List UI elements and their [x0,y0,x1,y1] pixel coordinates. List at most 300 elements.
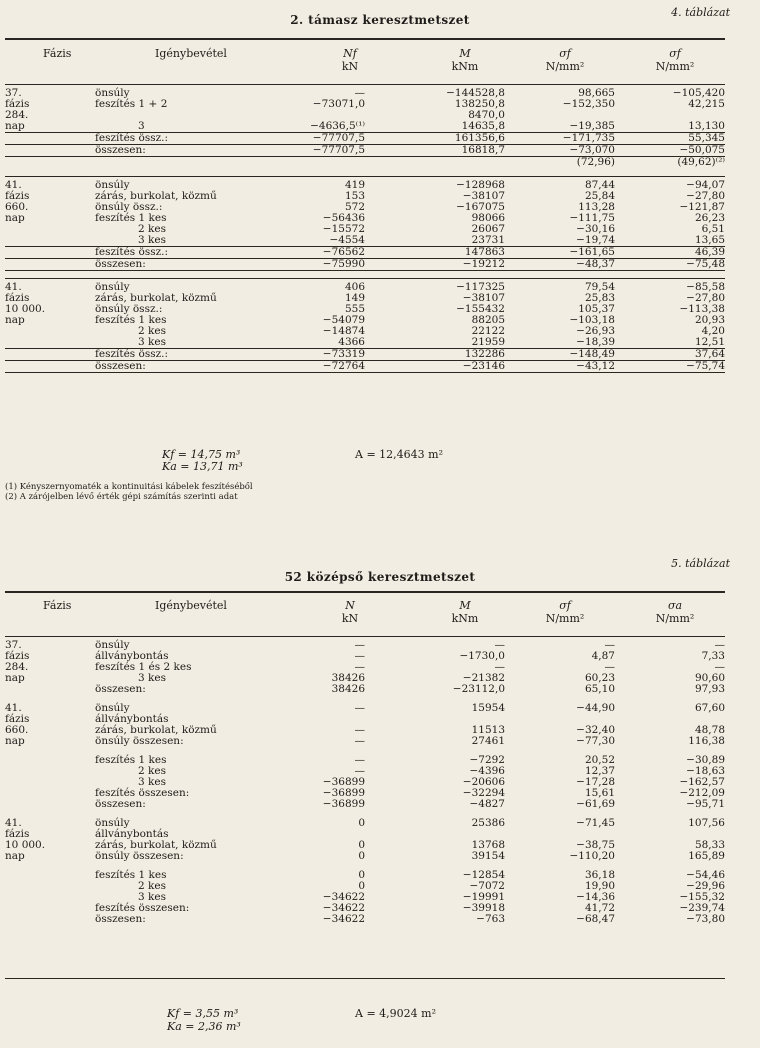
sf-cell: −30,16 [576,222,615,235]
load-cell: önsúly össz.: [95,302,163,315]
load-cell: összesen: [95,359,146,372]
m-cell: 21959 [471,335,505,348]
sa-cell: −18,63 [686,765,725,777]
n-cell: −73071,0 [312,98,365,110]
phase-cell: 10 000. [5,302,46,315]
header-sf-unit: N/mm² [545,612,585,625]
phase-cell: fázis [5,291,30,304]
m-cell: 39154 [471,850,505,862]
sa-cell: 4,20 [701,324,725,337]
n-cell: 0 [358,880,365,892]
table-row [5,99,725,110]
m-cell: 138250,8 [454,98,505,110]
load-cell: 2 kes [138,880,166,892]
phase-cell: 41. [5,702,22,714]
sa-cell: 42,215 [688,98,725,110]
table2-body [5,640,725,925]
sa-cell: −239,74 [679,902,725,914]
load-cell: feszítés 1 kes [95,754,167,766]
sa-cell: −50,075 [679,144,725,156]
sa-cell: — [714,639,725,651]
sf-cell: 15,61 [584,787,615,799]
phase-cell [5,133,80,145]
m-cell: 26067 [471,222,505,235]
load-cell: állványbontás [95,650,169,662]
load-cell: összesen: [95,798,146,810]
n-cell: — [354,702,365,714]
n-cell: — [354,724,365,736]
phase-cell [5,914,80,925]
header-m: M [459,599,471,612]
phase-cell: 37. [5,87,22,99]
phase-cell [5,903,80,914]
m-cell: 25386 [471,817,505,829]
header-phase: Fázis [43,47,72,60]
sa-cell: 13,130 [688,120,725,132]
sa-cell: −85,58 [686,280,725,293]
sf-cell: — [604,661,615,673]
n-cell: 0 [358,869,365,881]
sa-cell: 165,89 [688,850,725,862]
n-cell: −36899 [322,787,365,799]
n-cell: — [354,87,365,99]
table1-kf: Kf = 14,75 m³ [162,448,241,461]
sa-cell: 46,39 [694,245,725,258]
table1-header-rule [5,84,725,85]
table-row [5,851,725,862]
header-n: Nf [343,47,357,60]
m-cell: −38107 [462,291,505,304]
n-cell: −36899 [322,776,365,788]
load-cell: önsúly [95,702,130,714]
table-row [5,736,725,747]
sa-cell: −113,38 [679,302,725,315]
table-row [5,202,725,213]
sf-cell: −71,45 [576,817,615,829]
n-cell: 4366 [338,335,365,348]
n-cell: — [354,661,365,673]
table-row [5,110,725,121]
header-load: Igénybevétel [155,47,227,60]
sa-cell: −30,89 [686,754,725,766]
m-cell: 98066 [471,211,505,224]
table1-area: A = 12,4643 m² [355,448,443,461]
n-cell: −75990 [322,257,365,270]
phase-cell [5,337,80,349]
load-cell: 3 kes [138,233,166,246]
header-sf: σf [559,599,571,612]
header-sa-unit: N/mm² [655,60,695,73]
phase-cell: nap [5,120,25,132]
sf-cell: −26,93 [576,324,615,337]
n-cell [280,714,365,725]
sf-cell: −61,69 [576,798,615,810]
phase-cell [5,788,80,799]
sf-cell: −19,385 [569,120,615,132]
m-cell: −763 [476,913,505,925]
sf-cell: −77,30 [576,735,615,747]
sf-cell: −18,39 [576,335,615,348]
table-row [5,246,725,258]
m-cell: −23112,0 [452,683,505,695]
header-m-unit: kNm [451,612,479,625]
table-row [5,157,725,169]
phase-cell [5,870,80,881]
m-cell: 22122 [471,324,505,337]
phase-cell [5,246,80,258]
table-row [5,121,725,133]
n-cell [280,829,365,840]
table2-kf: Kf = 3,55 m³ [167,1007,239,1020]
table2-area: A = 4,9024 m² [355,1007,436,1020]
table1-note-2: (2) A zárójelben lévő érték gépi számítás szerinti adat [5,492,238,502]
sf-cell: 65,10 [584,683,615,695]
load-cell: feszítés össz.: [95,245,169,258]
load-cell [80,157,280,169]
phase-cell: 41. [5,280,22,293]
sf-cell: 41,72 [584,902,615,914]
phase-cell: nap [5,211,25,224]
sf-cell: −111,75 [569,211,615,224]
n-cell: 406 [344,280,365,293]
m-cell: −12854 [462,869,505,881]
sf-cell: 19,90 [584,880,615,892]
n-cell: −34622 [322,891,365,903]
sf-cell: −44,90 [576,702,615,714]
m-cell: −19991 [462,891,505,903]
table-row [5,235,725,247]
load-cell: 3 kes [138,891,166,903]
load-cell: 3 [138,120,145,132]
n-cell: — [354,754,365,766]
sf-cell: 60,23 [584,672,615,684]
load-cell: feszítés összesen: [95,787,190,799]
sa-cell: −27,80 [686,189,725,202]
table1-top-rule [5,38,725,40]
n-cell: −14874 [322,324,365,337]
sa-cell: 7,33 [701,650,725,662]
phase-cell: nap [5,850,25,862]
phase-cell: nap [5,735,25,747]
m-cell: −7072 [469,880,505,892]
n-cell: — [354,650,365,662]
load-cell: önsúly [95,87,130,99]
n-cell: 419 [344,178,365,191]
header-sa-unit: N/mm² [655,612,695,625]
n-cell: −72764 [322,359,365,372]
table-row [5,799,725,810]
header-m-unit: kNm [451,60,479,73]
m-cell: −4827 [469,798,505,810]
m-cell: 132286 [464,347,505,360]
m-cell [365,157,505,169]
header-sf-unit: N/mm² [545,60,585,73]
sa-cell: 12,51 [694,335,725,348]
load-cell: összesen: [95,144,146,156]
m-cell: −20606 [462,776,505,788]
load-cell: önsúly összesen: [95,850,184,862]
table2-top-rule [5,591,725,593]
sa-cell: 58,33 [694,839,725,851]
header-load: Igénybevétel [155,599,227,612]
sf-cell: −148,49 [569,347,615,360]
m-cell: −144528,8 [446,87,505,99]
sf-cell: — [604,639,615,651]
sa-cell: 6,51 [701,222,725,235]
table-row [5,176,725,191]
load-cell: zárás, burkolat, közmű [95,189,217,202]
sf-cell: 4,87 [591,650,615,662]
table-row [5,213,725,224]
table1-note-1: (1) Kényszernyomaték a kontinuitási kábelek feszítéséből [5,482,253,492]
load-cell: feszítés 1 és 2 kes [95,661,192,673]
n-cell: −34622 [322,913,365,925]
sa-cell: 37,64 [694,347,725,360]
table-row [5,258,725,270]
m-cell: — [494,639,505,651]
phase-cell: 284. [5,661,29,673]
table1-header [5,48,725,78]
phase-cell: fázis [5,650,30,662]
m-cell: 11513 [471,724,505,736]
sa-cell: — [714,661,725,673]
table-row [5,766,725,777]
n-cell: — [354,765,365,777]
header-sa: σa [667,599,683,612]
load-cell: 2 kes [138,222,166,235]
phase-cell: 660. [5,200,29,213]
table2-tag: 5. táblázat [671,557,730,570]
sa-cell: −155,32 [679,891,725,903]
load-cell: 3 kes [138,672,166,684]
load-cell: feszítés 1 kes [95,313,167,326]
sf-cell: 98,665 [578,87,615,99]
header-n: N [345,599,355,612]
sf-cell: −17,28 [576,776,615,788]
sa-cell: 107,56 [688,817,725,829]
sf-cell: −38,75 [576,839,615,851]
sa-cell: 116,38 [688,735,725,747]
phase-cell: 10 000. [5,839,46,851]
header-n-unit: kN [341,60,359,73]
m-cell: −128968 [456,178,505,191]
phase-cell: 284. [5,109,29,121]
phase-cell [5,235,80,247]
load-cell [80,110,280,121]
n-cell: −56436 [322,211,365,224]
load-cell: önsúly [95,639,130,651]
phase-cell: 37. [5,639,22,651]
phase-cell [5,684,80,695]
m-cell: −117325 [456,280,505,293]
sf-cell: −171,735 [562,132,615,144]
load-cell: önsúly össz.: [95,200,163,213]
table1-title: 2. támasz keresztmetszet [290,13,470,27]
sf-cell: 79,54 [584,280,615,293]
sa-cell: 13,65 [694,233,725,246]
sa-cell: 20,93 [694,313,725,326]
table-row [5,755,725,766]
sa-cell: (49,62)⁽²⁾ [677,156,725,168]
phase-cell [5,755,80,766]
m-cell: 88205 [471,313,505,326]
n-cell: −15572 [322,222,365,235]
m-cell: −1730,0 [459,650,505,662]
sf-cell: 20,52 [584,754,615,766]
table-row [5,304,725,315]
phase-cell: fázis [5,713,30,725]
table-row [5,337,725,349]
phase-cell [5,145,80,157]
sf-cell: −43,12 [576,359,615,372]
sf-cell: −19,74 [576,233,615,246]
sf-cell: −103,18 [569,313,615,326]
sf-cell: −68,47 [576,913,615,925]
n-cell: 0 [358,817,365,829]
table-row [5,881,725,892]
load-cell: összesen: [95,257,146,270]
phase-cell [5,157,80,169]
n-cell: −77707,5 [312,132,365,144]
n-cell: 0 [358,850,365,862]
m-cell: 161356,6 [454,132,505,144]
m-cell: −21382 [462,672,505,684]
phase-cell: nap [5,313,25,326]
phase-cell [5,881,80,892]
sa-cell: 97,93 [694,683,725,695]
sa-cell: −94,07 [686,178,725,191]
load-cell: feszítés 1 kes [95,211,167,224]
n-cell: 149 [344,291,365,304]
table2-title: 52 középső keresztmetszet [284,570,476,584]
n-cell: 38426 [331,672,365,684]
load-cell: feszítés össz.: [95,132,169,144]
phase-cell: fázis [5,189,30,202]
sf-cell: 25,83 [584,291,615,304]
phase-cell [5,348,80,360]
m-cell: −32294 [462,787,505,799]
load-cell: önsúly [95,178,130,191]
phase-cell [5,258,80,270]
n-cell: 572 [344,200,365,213]
table-row [5,191,725,202]
n-cell: −34622 [322,902,365,914]
table2-ka: Ka = 2,36 m³ [167,1020,241,1033]
load-cell: zárás, burkolat, közmű [95,724,217,736]
sa-cell: 67,60 [694,702,725,714]
load-cell: állványbontás [95,828,169,840]
load-cell: 2 kes [138,324,166,337]
load-cell: önsúly összesen: [95,735,184,747]
table-row [5,348,725,360]
phase-cell [5,766,80,777]
m-cell: −155432 [456,302,505,315]
table-row [5,662,725,673]
phase-cell: 41. [5,178,22,191]
phase-cell: fázis [5,828,30,840]
load-cell: 2 kes [138,765,166,777]
phase-cell [5,360,80,372]
phase-cell [5,799,80,810]
m-cell: −4396 [469,765,505,777]
load-cell: összesen: [95,683,146,695]
n-cell: 0 [358,839,365,851]
sa-cell: −212,09 [679,787,725,799]
load-cell: zárás, burkolat, közmű [95,839,217,851]
table2-bottom-rule [5,978,725,979]
n-cell: −36899 [322,798,365,810]
n-cell: −4636,5⁽¹⁾ [310,120,365,132]
m-cell: −7292 [469,754,505,766]
table-row [5,224,725,235]
sf-cell: (72,96) [576,156,615,168]
sf-cell: 87,44 [584,178,615,191]
header-phase: Fázis [43,599,72,612]
table1-tag: 4. táblázat [671,6,730,19]
sf-cell: 25,84 [584,189,615,202]
load-cell: önsúly [95,817,130,829]
load-cell: önsúly [95,280,130,293]
table1-body [5,88,725,373]
sa-cell: 48,78 [694,724,725,736]
sa-cell: 55,345 [688,132,725,144]
m-cell: 14635,8 [461,120,505,132]
sa-cell: −121,87 [679,200,725,213]
sa-cell: −75,48 [686,257,725,270]
sf-cell: 36,18 [584,869,615,881]
m-cell: 16818,7 [461,144,505,156]
n-cell: — [354,639,365,651]
load-cell: 3 kes [138,776,166,788]
table2-header [5,600,725,630]
m-cell: — [494,661,505,673]
table-row [5,914,725,925]
load-cell: feszítés 1 + 2 [95,98,168,110]
table2-header-rule [5,636,725,637]
sf-cell: 105,37 [578,302,615,315]
phase-cell: 41. [5,817,22,829]
header-sa: σf [669,47,681,60]
table-row [5,278,725,293]
sf-cell: −161,65 [569,245,615,258]
table-row [5,684,725,695]
sa-cell: −95,71 [686,798,725,810]
n-cell: 153 [344,189,365,202]
header-m: M [459,47,471,60]
sa-cell: 26,23 [694,211,725,224]
load-cell: feszítés 1 kes [95,869,167,881]
n-cell: −76562 [322,245,365,258]
header-sf: σf [559,47,571,60]
phase-cell: nap [5,672,25,684]
phase-cell [5,224,80,235]
sf-cell: −73,070 [569,144,615,156]
sf-cell: −32,40 [576,724,615,736]
load-cell: összesen: [95,913,146,925]
n-cell: 38426 [331,683,365,695]
m-cell: −167075 [456,200,505,213]
sf-cell: −48,37 [576,257,615,270]
sa-cell: −75,74 [686,359,725,372]
sa-cell: −54,46 [686,869,725,881]
m-cell: 147863 [464,245,505,258]
sa-cell: −162,57 [679,776,725,788]
table-row [5,293,725,304]
n-cell: −77707,5 [312,144,365,156]
table-row [5,360,725,372]
phase-cell: 660. [5,724,29,736]
m-cell: 27461 [471,735,505,747]
